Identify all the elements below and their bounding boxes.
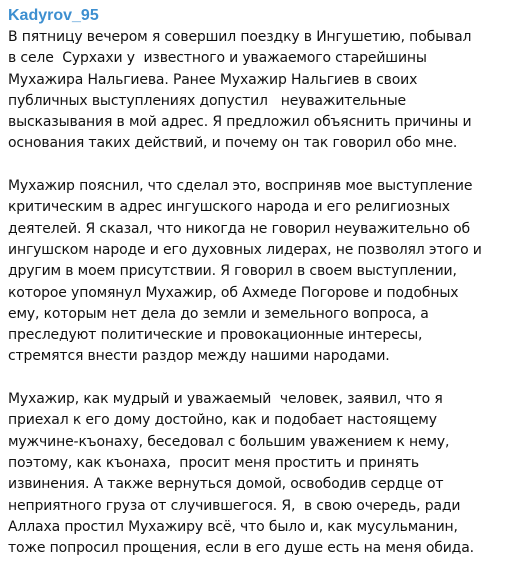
text-line: Мухажир пояснил, что сделал это, восприняв мое выступление [8, 178, 473, 195]
text-line: извинения. А также вернуться домой, освободив сердце от [8, 476, 444, 493]
text-line: деятелей. Я сказал, что никогда не говорил неуважительно об [8, 220, 471, 237]
text-line: Аллаха простил Мухажиру всё, что было и, как мусульманин, [8, 518, 458, 535]
text-line: поэтому, как къонаха, просит меня простить и принять [8, 454, 420, 471]
text-line: неприятного груза от случившегося. Я, в свою очередь, ради [8, 497, 461, 514]
text-line: мужчине-къонаху, беседовал с большим уважением к нему, [8, 433, 450, 450]
channel-name[interactable]: Kadyrov_95 [8, 7, 99, 24]
paragraph-1 [8, 27, 522, 155]
text-line: ему, которым нет дела до земли и земельного вопроса, а [8, 305, 429, 322]
text-line: приехал к его дому достойно, как и подобает настоящему [8, 412, 437, 429]
text-line: публичных выступлениях допустил неуважительные [8, 92, 407, 109]
paragraph-gap [8, 155, 522, 176]
text-line: преследуют политические и провокационные интересы, [8, 327, 423, 344]
paragraph-gap [8, 368, 522, 389]
message-text [8, 27, 522, 559]
text-line: которое упомянул Мухажир, об Ахмеде Погорове и подобных [8, 284, 459, 301]
paragraph-3 [8, 389, 522, 559]
text-line: Мухажир, как мудрый и уважаемый человек, заявил, что я [8, 391, 443, 408]
text-line: другим в моем присутствии. Я говорил в своем выступлении, [8, 263, 457, 280]
text-line: основания таких действий, и почему он так говорил обо мне. [8, 135, 458, 152]
text-line: стремятся внести раздор между нашими народами. [8, 348, 390, 365]
text-line: В пятницу вечером я совершил поездку в Ингушетию, побывал [8, 29, 472, 45]
text-line: тоже попросил прощения, если в его душе есть на меня обида. [8, 540, 474, 557]
text-line: в селе Сурхахи у известного и уважаемого старейшины [8, 50, 427, 67]
text-line: критическим в адрес ингушского народа и его религиозных [8, 199, 450, 216]
text-line: высказывания в мой адрес. Я предложил объяснить причины и [8, 114, 472, 131]
paragraph-2 [8, 176, 522, 368]
text-line: ингушском народе и его духовных лидерах, не позволял этого и [8, 241, 482, 258]
text-line: Мухажира Нальгиева. Ранее Мухажир Нальгиев в своих [8, 71, 418, 88]
